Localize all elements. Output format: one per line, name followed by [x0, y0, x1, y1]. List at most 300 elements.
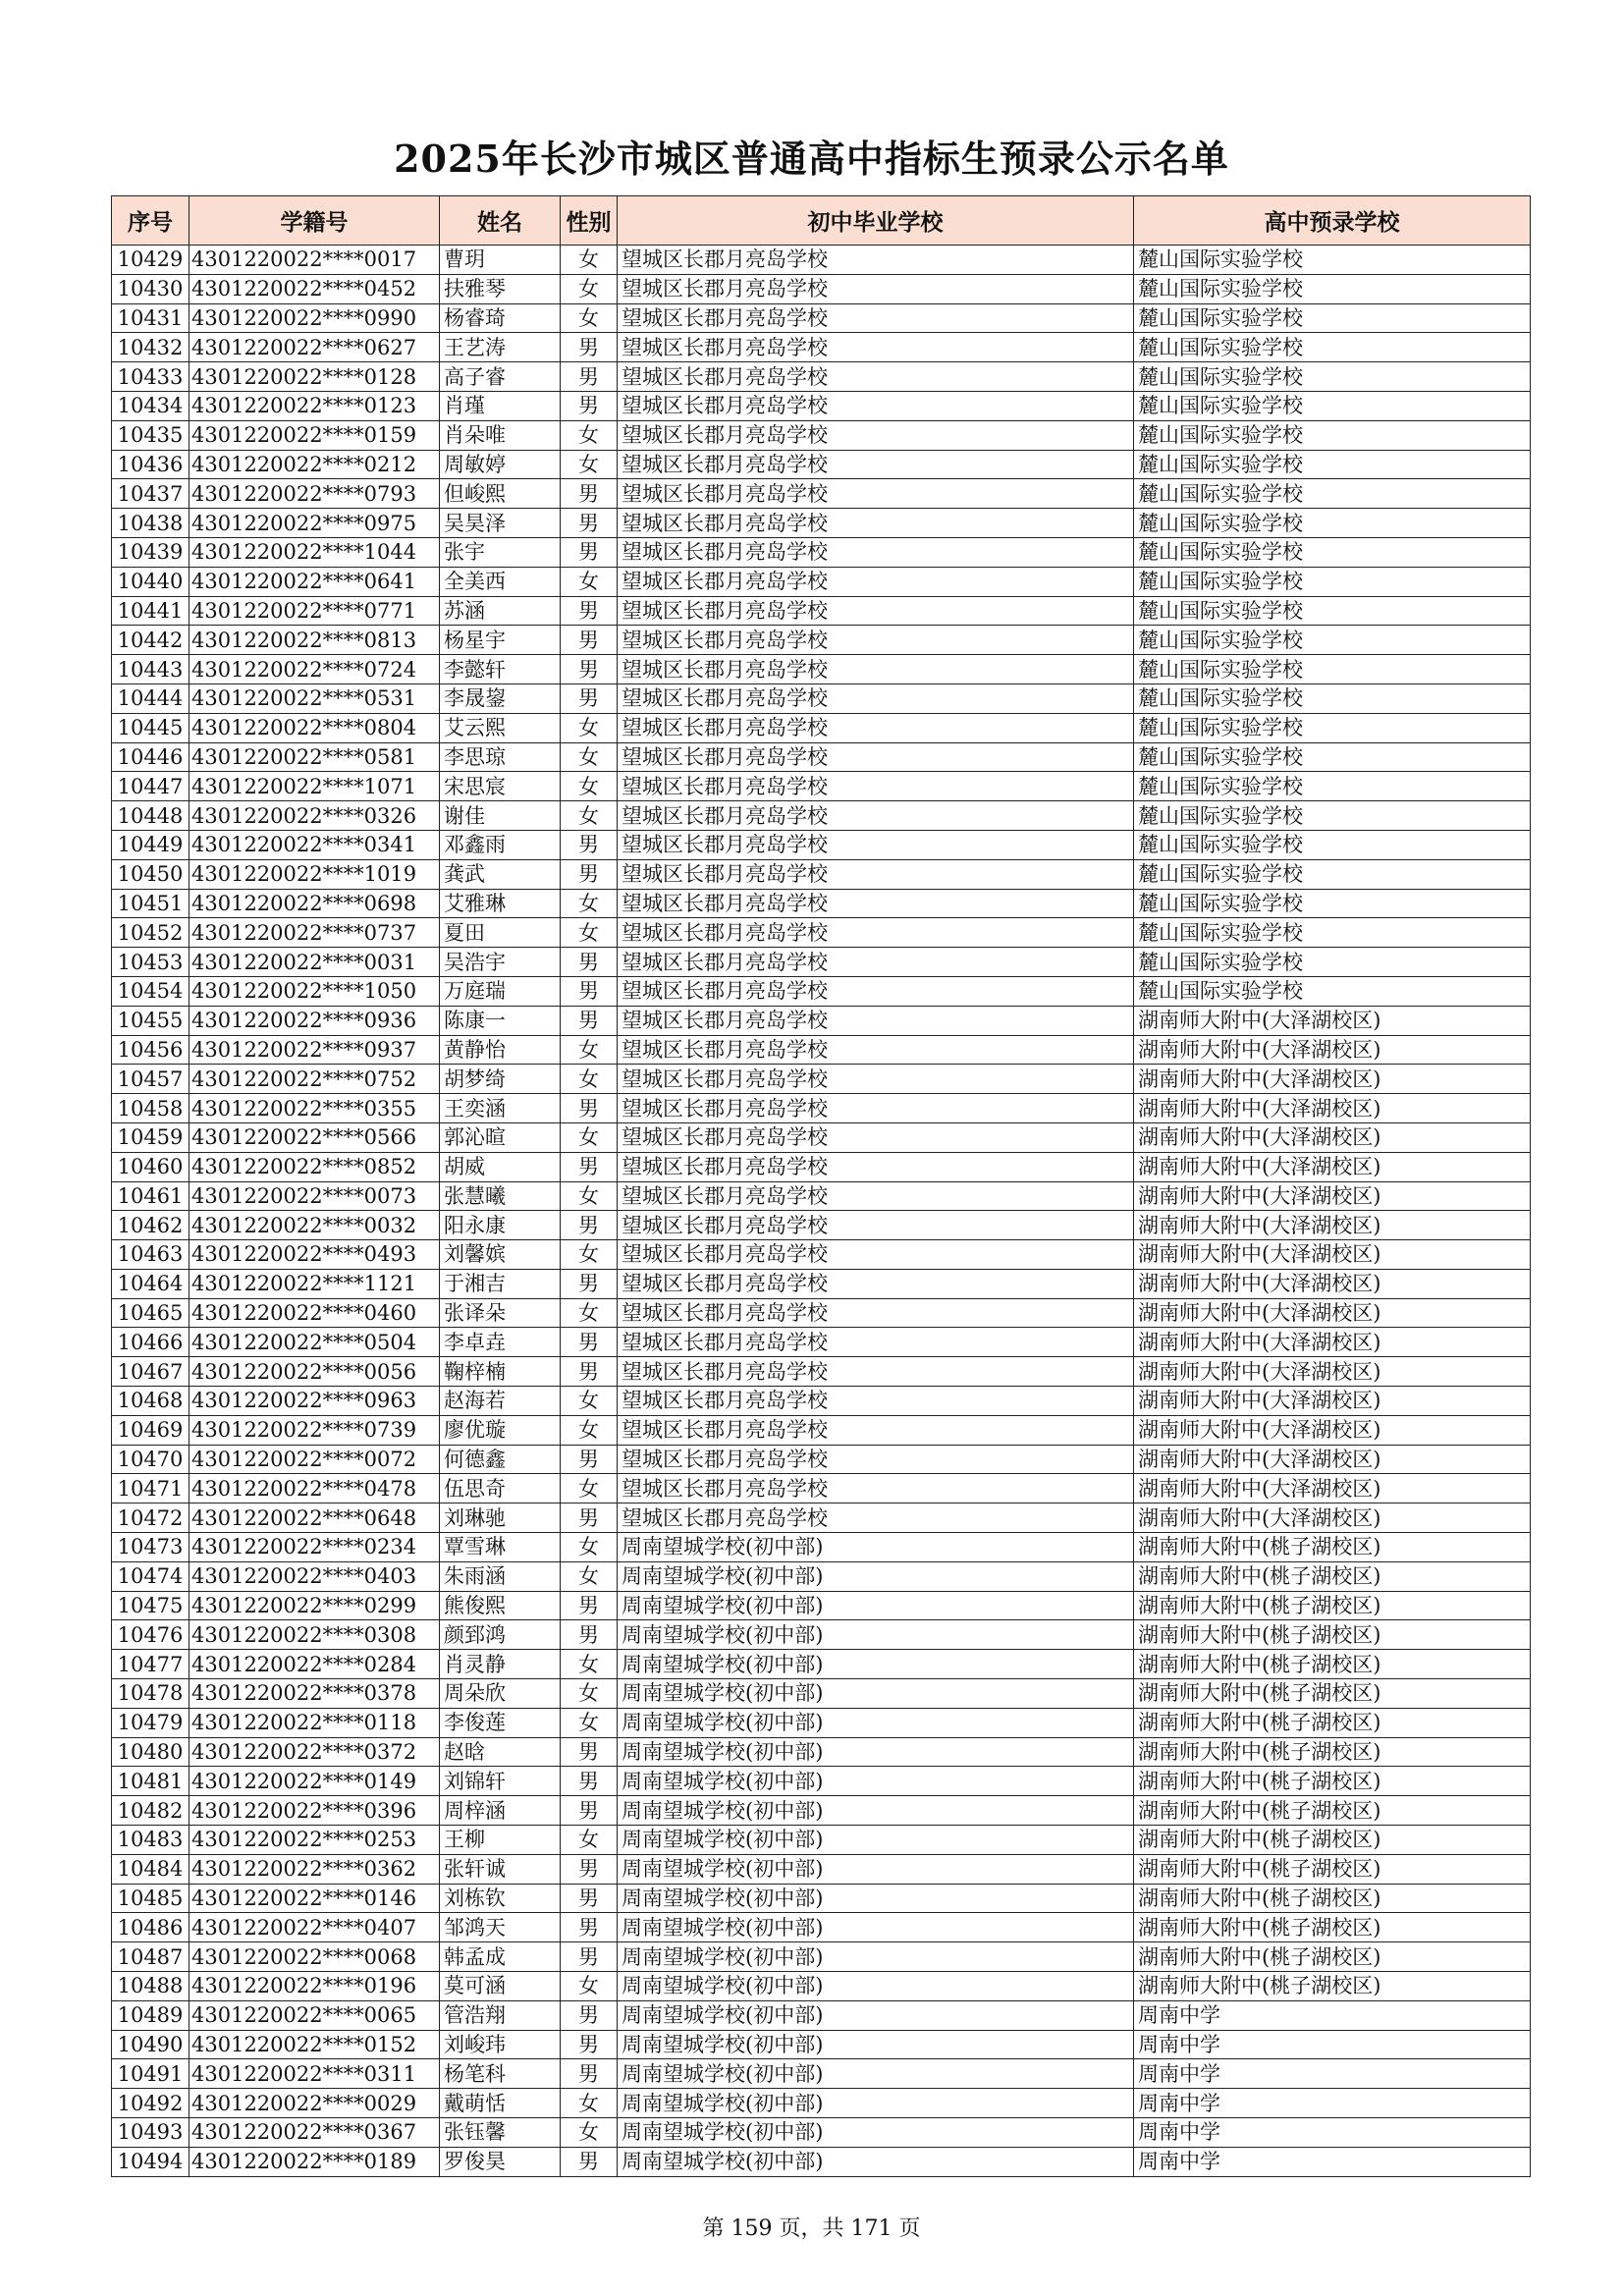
- table-row: [112, 537, 1531, 567]
- cell-high-school: 湖南师大附中(大泽湖校区): [1134, 1269, 1531, 1298]
- table-row: [112, 1561, 1531, 1591]
- table-row: [112, 918, 1531, 948]
- cell-student-id: 4301220022****0068: [189, 1942, 440, 1972]
- table-row: [112, 1122, 1531, 1152]
- cell-seq: 10469: [112, 1415, 189, 1445]
- cell-seq: 10477: [112, 1650, 189, 1679]
- cell-sex: 女: [561, 889, 618, 918]
- cell-middle-school: 望城区长郡月亮岛学校: [618, 859, 1134, 889]
- cell-sex: 女: [561, 772, 618, 801]
- cell-sex: 女: [561, 1065, 618, 1094]
- table-row: [112, 1269, 1531, 1298]
- cell-seq: 10494: [112, 2147, 189, 2176]
- cell-sex: 男: [561, 1152, 618, 1181]
- table-row: [112, 1181, 1531, 1211]
- cell-name: 刘锦轩: [440, 1767, 561, 1796]
- table-row: [112, 274, 1531, 303]
- cell-seq: 10432: [112, 333, 189, 362]
- cell-student-id: 4301220022****0367: [189, 2118, 440, 2148]
- cell-name: 张宇: [440, 537, 561, 567]
- cell-middle-school: 周南望城学校(初中部): [618, 1913, 1134, 1942]
- cell-middle-school: 望城区长郡月亮岛学校: [618, 1474, 1134, 1503]
- cell-high-school: 湖南师大附中(大泽湖校区): [1134, 1240, 1531, 1270]
- table-row: [112, 1211, 1531, 1240]
- cell-seq: 10437: [112, 479, 189, 509]
- cell-name: 王柳: [440, 1826, 561, 1855]
- cell-name: 肖朵唯: [440, 420, 561, 450]
- cell-middle-school: 望城区长郡月亮岛学校: [618, 1298, 1134, 1328]
- cell-student-id: 4301220022****0128: [189, 362, 440, 392]
- cell-name: 周敏婷: [440, 450, 561, 479]
- cell-middle-school: 望城区长郡月亮岛学校: [618, 948, 1134, 977]
- cell-seq: 10450: [112, 859, 189, 889]
- cell-sex: 女: [561, 801, 618, 831]
- cell-middle-school: 周南望城学校(初中部): [618, 1533, 1134, 1562]
- cell-middle-school: 周南望城学校(初中部): [618, 1796, 1134, 1826]
- cell-student-id: 4301220022****0739: [189, 1415, 440, 1445]
- cell-middle-school: 周南望城学校(初中部): [618, 1591, 1134, 1620]
- cell-seq: 10433: [112, 362, 189, 392]
- table-row: [112, 1387, 1531, 1416]
- cell-sex: 男: [561, 948, 618, 977]
- table-row: [112, 1767, 1531, 1796]
- cell-name: 颜郅鸿: [440, 1620, 561, 1650]
- cell-student-id: 4301220022****0698: [189, 889, 440, 918]
- cell-seq: 10441: [112, 596, 189, 626]
- cell-name: 陈康一: [440, 1006, 561, 1035]
- cell-name: 谢佳: [440, 801, 561, 831]
- cell-seq: 10440: [112, 567, 189, 596]
- cell-middle-school: 望城区长郡月亮岛学校: [618, 1065, 1134, 1094]
- cell-student-id: 4301220022****0531: [189, 683, 440, 713]
- cell-sex: 女: [561, 1708, 618, 1737]
- cell-middle-school: 望城区长郡月亮岛学校: [618, 918, 1134, 948]
- cell-name: 邹鸿天: [440, 1913, 561, 1942]
- cell-sex: 男: [561, 479, 618, 509]
- cell-name: 刘琳驰: [440, 1503, 561, 1533]
- cell-name: 张轩诚: [440, 1854, 561, 1884]
- cell-high-school: 湖南师大附中(大泽湖校区): [1134, 1387, 1531, 1416]
- cell-student-id: 4301220022****0234: [189, 1533, 440, 1562]
- cell-sex: 女: [561, 567, 618, 596]
- cell-middle-school: 望城区长郡月亮岛学校: [618, 362, 1134, 392]
- cell-name: 戴萌恬: [440, 2089, 561, 2118]
- cell-name: 黄静怡: [440, 1035, 561, 1065]
- cell-sex: 男: [561, 1796, 618, 1826]
- cell-seq: 10492: [112, 2089, 189, 2118]
- cell-name: 熊俊熙: [440, 1591, 561, 1620]
- cell-high-school: 湖南师大附中(桃子湖校区): [1134, 1561, 1531, 1591]
- cell-high-school: 麓山国际实验学校: [1134, 889, 1531, 918]
- cell-seq: 10465: [112, 1298, 189, 1328]
- cell-sex: 女: [561, 2118, 618, 2148]
- cell-sex: 女: [561, 918, 618, 948]
- cell-student-id: 4301220022****0737: [189, 918, 440, 948]
- cell-name: 艾云熙: [440, 713, 561, 742]
- cell-student-id: 4301220022****0372: [189, 1737, 440, 1767]
- cell-middle-school: 望城区长郡月亮岛学校: [618, 1152, 1134, 1181]
- table-row: [112, 303, 1531, 333]
- cell-high-school: 麓山国际实验学校: [1134, 420, 1531, 450]
- table-body: [112, 246, 1531, 2177]
- cell-name: 杨睿琦: [440, 303, 561, 333]
- cell-seq: 10493: [112, 2118, 189, 2148]
- cell-sex: 男: [561, 1445, 618, 1474]
- cell-middle-school: 望城区长郡月亮岛学校: [618, 1387, 1134, 1416]
- cell-name: 管浩翔: [440, 2000, 561, 2030]
- cell-name: 赵海若: [440, 1387, 561, 1416]
- table-row: [112, 2030, 1531, 2059]
- cell-name: 张慧曦: [440, 1181, 561, 1211]
- cell-high-school: 麓山国际实验学校: [1134, 246, 1531, 275]
- cell-student-id: 4301220022****0072: [189, 1445, 440, 1474]
- cell-middle-school: 望城区长郡月亮岛学校: [618, 830, 1134, 859]
- cell-name: 但峻熙: [440, 479, 561, 509]
- cell-seq: 10455: [112, 1006, 189, 1035]
- cell-sex: 男: [561, 1269, 618, 1298]
- cell-high-school: 麓山国际实验学校: [1134, 918, 1531, 948]
- cell-seq: 10445: [112, 713, 189, 742]
- table-row: [112, 801, 1531, 831]
- cell-seq: 10468: [112, 1387, 189, 1416]
- cell-student-id: 4301220022****0311: [189, 2059, 440, 2089]
- cell-student-id: 4301220022****0403: [189, 1561, 440, 1591]
- cell-name: 于湘吉: [440, 1269, 561, 1298]
- cell-sex: 女: [561, 274, 618, 303]
- cell-middle-school: 望城区长郡月亮岛学校: [618, 1181, 1134, 1211]
- cell-student-id: 4301220022****0032: [189, 1211, 440, 1240]
- cell-name: 伍思奇: [440, 1474, 561, 1503]
- table-row: [112, 1913, 1531, 1942]
- cell-sex: 男: [561, 509, 618, 538]
- cell-middle-school: 望城区长郡月亮岛学校: [618, 537, 1134, 567]
- cell-middle-school: 望城区长郡月亮岛学校: [618, 509, 1134, 538]
- cell-middle-school: 周南望城学校(初中部): [618, 1854, 1134, 1884]
- cell-seq: 10453: [112, 948, 189, 977]
- cell-middle-school: 望城区长郡月亮岛学校: [618, 1328, 1134, 1357]
- cell-seq: 10462: [112, 1211, 189, 1240]
- cell-high-school: 麓山国际实验学校: [1134, 567, 1531, 596]
- table-row: [112, 1972, 1531, 2001]
- cell-name: 杨星宇: [440, 626, 561, 655]
- table-row: [112, 1035, 1531, 1065]
- cell-name: 扶雅琴: [440, 274, 561, 303]
- cell-middle-school: 周南望城学校(初中部): [618, 1826, 1134, 1855]
- cell-name: 刘栋钦: [440, 1884, 561, 1913]
- cell-seq: 10431: [112, 303, 189, 333]
- table-row: [112, 1650, 1531, 1679]
- cell-middle-school: 望城区长郡月亮岛学校: [618, 889, 1134, 918]
- cell-high-school: 周南中学: [1134, 2089, 1531, 2118]
- cell-sex: 女: [561, 1533, 618, 1562]
- cell-high-school: 湖南师大附中(大泽湖校区): [1134, 1474, 1531, 1503]
- cell-high-school: 麓山国际实验学校: [1134, 801, 1531, 831]
- cell-student-id: 4301220022****0378: [189, 1679, 440, 1709]
- cell-student-id: 4301220022****0123: [189, 391, 440, 420]
- cell-high-school: 湖南师大附中(大泽湖校区): [1134, 1357, 1531, 1387]
- cell-middle-school: 望城区长郡月亮岛学校: [618, 742, 1134, 772]
- table-row: [112, 1503, 1531, 1533]
- cell-middle-school: 周南望城学校(初中部): [618, 1767, 1134, 1796]
- cell-student-id: 4301220022****1044: [189, 537, 440, 567]
- cell-sex: 男: [561, 1884, 618, 1913]
- cell-high-school: 湖南师大附中(大泽湖校区): [1134, 1298, 1531, 1328]
- cell-name: 胡威: [440, 1152, 561, 1181]
- cell-high-school: 湖南师大附中(桃子湖校区): [1134, 1650, 1531, 1679]
- page-title: 2025年长沙市城区普通高中指标生预录公示名单: [394, 137, 1229, 181]
- cell-high-school: 湖南师大附中(桃子湖校区): [1134, 1620, 1531, 1650]
- cell-high-school: 湖南师大附中(桃子湖校区): [1134, 1679, 1531, 1709]
- cell-high-school: 湖南师大附中(桃子湖校区): [1134, 1972, 1531, 2001]
- cell-middle-school: 周南望城学校(初中部): [618, 2147, 1134, 2176]
- cell-seq: 10486: [112, 1913, 189, 1942]
- page-footer: 第 159 页，共 171 页: [702, 2216, 921, 2241]
- cell-high-school: 麓山国际实验学校: [1134, 362, 1531, 392]
- table-row: [112, 246, 1531, 275]
- cell-seq: 10470: [112, 1445, 189, 1474]
- table-row: [112, 1240, 1531, 1270]
- cell-middle-school: 望城区长郡月亮岛学校: [618, 274, 1134, 303]
- cell-name: 肖瑾: [440, 391, 561, 420]
- cell-middle-school: 周南望城学校(初中部): [618, 2059, 1134, 2089]
- cell-student-id: 4301220022****0212: [189, 450, 440, 479]
- table-row: [112, 1708, 1531, 1737]
- cell-seq: 10446: [112, 742, 189, 772]
- cell-high-school: 湖南师大附中(大泽湖校区): [1134, 1328, 1531, 1357]
- cell-student-id: 4301220022****0073: [189, 1181, 440, 1211]
- cell-sex: 女: [561, 1650, 618, 1679]
- cell-student-id: 4301220022****0056: [189, 1357, 440, 1387]
- cell-high-school: 湖南师大附中(大泽湖校区): [1134, 1122, 1531, 1152]
- cell-name: 刘馨嫔: [440, 1240, 561, 1270]
- cell-high-school: 湖南师大附中(桃子湖校区): [1134, 1913, 1531, 1942]
- cell-name: 杨笔科: [440, 2059, 561, 2089]
- cell-seq: 10456: [112, 1035, 189, 1065]
- cell-middle-school: 周南望城学校(初中部): [618, 1620, 1134, 1650]
- table-row: [112, 567, 1531, 596]
- cell-middle-school: 望城区长郡月亮岛学校: [618, 596, 1134, 626]
- cell-seq: 10442: [112, 626, 189, 655]
- cell-seq: 10444: [112, 683, 189, 713]
- cell-sex: 女: [561, 1298, 618, 1328]
- cell-middle-school: 周南望城学校(初中部): [618, 1972, 1134, 2001]
- cell-student-id: 4301220022****0793: [189, 479, 440, 509]
- table-row: [112, 889, 1531, 918]
- col-header-high-school: 高中预录学校: [1134, 196, 1531, 246]
- cell-sex: 女: [561, 1474, 618, 1503]
- cell-seq: 10491: [112, 2059, 189, 2089]
- cell-name: 朱雨涵: [440, 1561, 561, 1591]
- cell-middle-school: 周南望城学校(初中部): [618, 1737, 1134, 1767]
- cell-student-id: 4301220022****0813: [189, 626, 440, 655]
- cell-seq: 10481: [112, 1767, 189, 1796]
- table-row: [112, 1679, 1531, 1709]
- cell-name: 罗俊昊: [440, 2147, 561, 2176]
- table-row: [112, 742, 1531, 772]
- cell-sex: 男: [561, 1211, 618, 1240]
- cell-high-school: 湖南师大附中(大泽湖校区): [1134, 1006, 1531, 1035]
- cell-middle-school: 望城区长郡月亮岛学校: [618, 1211, 1134, 1240]
- cell-name: 张译朵: [440, 1298, 561, 1328]
- table-row: [112, 1796, 1531, 1826]
- cell-middle-school: 望城区长郡月亮岛学校: [618, 655, 1134, 684]
- col-header-id: 学籍号: [189, 196, 440, 246]
- cell-name: 韩孟成: [440, 1942, 561, 1972]
- col-header-seq: 序号: [112, 196, 189, 246]
- cell-student-id: 4301220022****0396: [189, 1796, 440, 1826]
- table-row: [112, 1826, 1531, 1855]
- cell-student-id: 4301220022****0362: [189, 1854, 440, 1884]
- cell-name: 周梓涵: [440, 1796, 561, 1826]
- table-row: [112, 1152, 1531, 1181]
- cell-student-id: 4301220022****0065: [189, 2000, 440, 2030]
- cell-sex: 男: [561, 596, 618, 626]
- table-row: [112, 1094, 1531, 1123]
- cell-seq: 10438: [112, 509, 189, 538]
- cell-sex: 男: [561, 655, 618, 684]
- cell-high-school: 湖南师大附中(桃子湖校区): [1134, 1533, 1531, 1562]
- cell-student-id: 4301220022****0196: [189, 1972, 440, 2001]
- cell-high-school: 麓山国际实验学校: [1134, 772, 1531, 801]
- cell-student-id: 4301220022****0159: [189, 420, 440, 450]
- cell-student-id: 4301220022****0724: [189, 655, 440, 684]
- cell-student-id: 4301220022****0299: [189, 1591, 440, 1620]
- cell-middle-school: 望城区长郡月亮岛学校: [618, 420, 1134, 450]
- cell-high-school: 麓山国际实验学校: [1134, 948, 1531, 977]
- table-row: [112, 1006, 1531, 1035]
- cell-seq: 10457: [112, 1065, 189, 1094]
- cell-student-id: 4301220022****0752: [189, 1065, 440, 1094]
- cell-high-school: 湖南师大附中(桃子湖校区): [1134, 1854, 1531, 1884]
- cell-name: 李俊莲: [440, 1708, 561, 1737]
- cell-high-school: 麓山国际实验学校: [1134, 655, 1531, 684]
- cell-middle-school: 望城区长郡月亮岛学校: [618, 450, 1134, 479]
- cell-student-id: 4301220022****0504: [189, 1328, 440, 1357]
- cell-name: 莫可涵: [440, 1972, 561, 2001]
- cell-student-id: 4301220022****1019: [189, 859, 440, 889]
- table-row: [112, 1328, 1531, 1357]
- cell-sex: 男: [561, 1913, 618, 1942]
- cell-student-id: 4301220022****0308: [189, 1620, 440, 1650]
- cell-sex: 女: [561, 450, 618, 479]
- cell-seq: 10463: [112, 1240, 189, 1270]
- table-row: [112, 450, 1531, 479]
- cell-middle-school: 周南望城学校(初中部): [618, 1884, 1134, 1913]
- cell-student-id: 4301220022****0936: [189, 1006, 440, 1035]
- admission-table: [111, 195, 1531, 2177]
- cell-student-id: 4301220022****0149: [189, 1767, 440, 1796]
- table-row: [112, 1737, 1531, 1767]
- cell-middle-school: 望城区长郡月亮岛学校: [618, 246, 1134, 275]
- cell-seq: 10487: [112, 1942, 189, 1972]
- cell-high-school: 麓山国际实验学校: [1134, 859, 1531, 889]
- cell-student-id: 4301220022****0648: [189, 1503, 440, 1533]
- cell-middle-school: 周南望城学校(初中部): [618, 1561, 1134, 1591]
- cell-high-school: 湖南师大附中(大泽湖校区): [1134, 1415, 1531, 1445]
- cell-middle-school: 周南望城学校(初中部): [618, 2118, 1134, 2148]
- cell-middle-school: 望城区长郡月亮岛学校: [618, 391, 1134, 420]
- cell-sex: 女: [561, 303, 618, 333]
- cell-sex: 男: [561, 683, 618, 713]
- table-row: [112, 2147, 1531, 2176]
- cell-middle-school: 望城区长郡月亮岛学校: [618, 713, 1134, 742]
- cell-name: 廖优璇: [440, 1415, 561, 1445]
- cell-middle-school: 望城区长郡月亮岛学校: [618, 1035, 1134, 1065]
- cell-middle-school: 周南望城学校(初中部): [618, 1679, 1134, 1709]
- cell-high-school: 麓山国际实验学校: [1134, 713, 1531, 742]
- table-row: [112, 626, 1531, 655]
- cell-seq: 10439: [112, 537, 189, 567]
- table-row: [112, 713, 1531, 742]
- cell-student-id: 4301220022****1121: [189, 1269, 440, 1298]
- cell-sex: 男: [561, 1094, 618, 1123]
- cell-name: 李晟鋆: [440, 683, 561, 713]
- cell-high-school: 湖南师大附中(桃子湖校区): [1134, 1942, 1531, 1972]
- table-row: [112, 1591, 1531, 1620]
- table-row: [112, 1445, 1531, 1474]
- cell-high-school: 湖南师大附中(大泽湖校区): [1134, 1035, 1531, 1065]
- cell-student-id: 4301220022****0031: [189, 948, 440, 977]
- cell-high-school: 麓山国际实验学校: [1134, 596, 1531, 626]
- cell-seq: 10484: [112, 1854, 189, 1884]
- cell-name: 鞠梓楠: [440, 1357, 561, 1387]
- cell-student-id: 4301220022****0627: [189, 333, 440, 362]
- cell-name: 高子睿: [440, 362, 561, 392]
- cell-student-id: 4301220022****0975: [189, 509, 440, 538]
- col-header-middle-school: 初中毕业学校: [618, 196, 1134, 246]
- cell-high-school: 麓山国际实验学校: [1134, 537, 1531, 567]
- cell-high-school: 麓山国际实验学校: [1134, 742, 1531, 772]
- cell-student-id: 4301220022****0581: [189, 742, 440, 772]
- cell-high-school: 湖南师大附中(桃子湖校区): [1134, 1737, 1531, 1767]
- cell-student-id: 4301220022****0355: [189, 1094, 440, 1123]
- cell-student-id: 4301220022****0146: [189, 1884, 440, 1913]
- cell-high-school: 麓山国际实验学校: [1134, 333, 1531, 362]
- cell-seq: 10430: [112, 274, 189, 303]
- cell-seq: 10478: [112, 1679, 189, 1709]
- cell-sex: 男: [561, 976, 618, 1006]
- cell-sex: 女: [561, 1826, 618, 1855]
- cell-middle-school: 望城区长郡月亮岛学校: [618, 1445, 1134, 1474]
- cell-middle-school: 周南望城学校(初中部): [618, 2089, 1134, 2118]
- cell-seq: 10461: [112, 1181, 189, 1211]
- cell-seq: 10480: [112, 1737, 189, 1767]
- cell-seq: 10454: [112, 976, 189, 1006]
- cell-middle-school: 望城区长郡月亮岛学校: [618, 772, 1134, 801]
- cell-seq: 10460: [112, 1152, 189, 1181]
- cell-seq: 10488: [112, 1972, 189, 2001]
- cell-sex: 女: [561, 2089, 618, 2118]
- cell-high-school: 麓山国际实验学校: [1134, 626, 1531, 655]
- cell-sex: 女: [561, 1035, 618, 1065]
- cell-high-school: 麓山国际实验学校: [1134, 976, 1531, 1006]
- cell-name: 肖灵静: [440, 1650, 561, 1679]
- cell-middle-school: 望城区长郡月亮岛学校: [618, 1094, 1134, 1123]
- cell-name: 吴昊泽: [440, 509, 561, 538]
- cell-middle-school: 望城区长郡月亮岛学校: [618, 1122, 1134, 1152]
- cell-middle-school: 望城区长郡月亮岛学校: [618, 1415, 1134, 1445]
- cell-name: 李懿轩: [440, 655, 561, 684]
- table-row: [112, 772, 1531, 801]
- cell-name: 吴浩宇: [440, 948, 561, 977]
- cell-seq: 10451: [112, 889, 189, 918]
- col-header-name: 姓名: [440, 196, 561, 246]
- cell-high-school: 湖南师大附中(桃子湖校区): [1134, 1826, 1531, 1855]
- cell-seq: 10458: [112, 1094, 189, 1123]
- cell-high-school: 湖南师大附中(桃子湖校区): [1134, 1591, 1531, 1620]
- cell-seq: 10448: [112, 801, 189, 831]
- cell-high-school: 周南中学: [1134, 2030, 1531, 2059]
